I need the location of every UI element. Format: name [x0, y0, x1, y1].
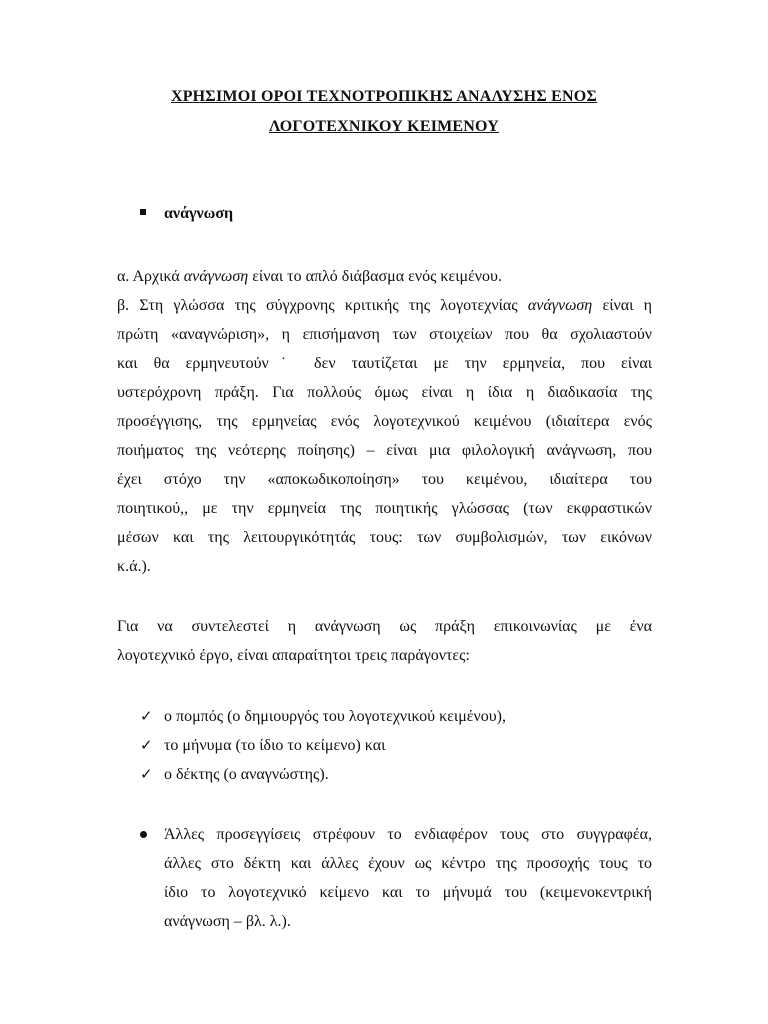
approaches-line-1: Άλλες προσεγγίσεις στρέφουν το ενδιαφέρον τους στο συγγραφέα,	[164, 826, 652, 843]
definition-b-line-3: υστερόχρονη πράξη. Για πολλούς όμως είναι η ίδια η διαδικασία της	[117, 384, 652, 401]
list-item	[140, 760, 506, 789]
factors-intro-paragraph	[117, 612, 652, 670]
definition-b-line-last: κ.ά.).	[117, 558, 151, 575]
checkmark-icon: ✓	[140, 707, 153, 725]
approaches-line-3: ίδιο το λογοτεχνικό κείμενο και το μήνυμά του (κειμενοκεντρική	[164, 884, 652, 901]
factor-text: το μήνυμα (το ίδιο το κείμενο) και	[164, 737, 386, 754]
section-heading	[140, 205, 233, 223]
definition-b-line-1: πρώτη «αναγνώριση», η επισήμανση των στοιχείων που θα σχολιαστούν	[117, 326, 652, 343]
approaches-line-last: ανάγνωση – βλ. λ.).	[164, 913, 291, 930]
definition-b-line-4: προσέγγισης, της ερμηνείας ενός λογοτεχνικού κειμένου (ιδιαίτερα ενός	[117, 413, 652, 430]
definition-b-term: ανάγνωση	[527, 297, 593, 314]
definition-b-line-8: μέσων και της λειτουργικότητάς τους: των συμβολισμών, των εικόνων	[117, 529, 652, 546]
checkmark-icon: ✓	[140, 736, 153, 754]
document-title-line-2: ΛΟΓΟΤΕΧΝΙΚΟΥ ΚΕΙΜΕΝΟΥ	[268, 118, 500, 135]
list-item	[140, 731, 506, 760]
approaches-line-2: άλλες στο δέκτη και άλλες έχουν ως κέντρο της προσοχής τους το	[164, 855, 652, 872]
definition-b-line-2: και θα ερμηνευτούν˙ δεν ταυτίζεται με την ερμηνεία, που είναι	[117, 355, 652, 372]
round-bullet-icon	[140, 831, 147, 838]
definition-a-prefix: α. Αρχικά	[117, 268, 184, 285]
factor-text: ο πομπός (ο δημιουργός του λογοτεχνικού κειμένου),	[164, 708, 506, 725]
definition-b-suffix: είναι η	[592, 297, 653, 314]
approaches-text	[164, 820, 652, 936]
document-title-line-1: ΧΡΗΣΙΜΟΙ ΟΡΟΙ ΤΕΧΝΟΤΡΟΠΙΚΗΣ ΑΝΑΛΥΣΗΣ ΕΝΟΣ	[170, 88, 598, 105]
checkmark-icon: ✓	[140, 765, 153, 783]
definition-a-line	[117, 262, 652, 291]
definition-b-line-6: έχει στόχο την «αποκωδικοποίηση» του κειμένου, ιδιαίτερα του	[117, 471, 652, 488]
factors-intro-line-2: λογοτεχνικό έργο, είναι απαραίτητοι τρεις παράγοντες:	[117, 647, 470, 664]
factors-intro-line-1: Για να συντελεστεί η ανάγνωση ως πράξη επικοινωνίας με ένα	[117, 618, 652, 635]
factors-list	[140, 702, 506, 789]
approaches-paragraph	[140, 820, 652, 936]
factor-text: ο δέκτης (ο αναγνώστης).	[164, 766, 329, 783]
definition-b-line-0	[117, 291, 652, 320]
section-heading-text: ανάγνωση	[164, 205, 234, 222]
square-bullet-icon	[140, 209, 146, 215]
definition-a-term: ανάγνωση	[183, 268, 249, 285]
definition-a-rest: είναι το απλό διάβασμα ενός κειμένου.	[248, 268, 502, 285]
definition-b-line-5: ποιήματος της νεότερης ποίησης) – είναι μια φιλολογική ανάγνωση, που	[117, 442, 652, 459]
definition-b-prefix: β. Στη γλώσσα της σύγχρονης κριτικής της λογοτεχνίας	[117, 297, 528, 314]
definition-b-line-7: ποιητικού,, με την ερμηνεία της ποιητικής γλώσσας (των εκφραστικών	[117, 500, 652, 517]
list-item	[140, 702, 506, 731]
definition-paragraph	[117, 262, 652, 581]
